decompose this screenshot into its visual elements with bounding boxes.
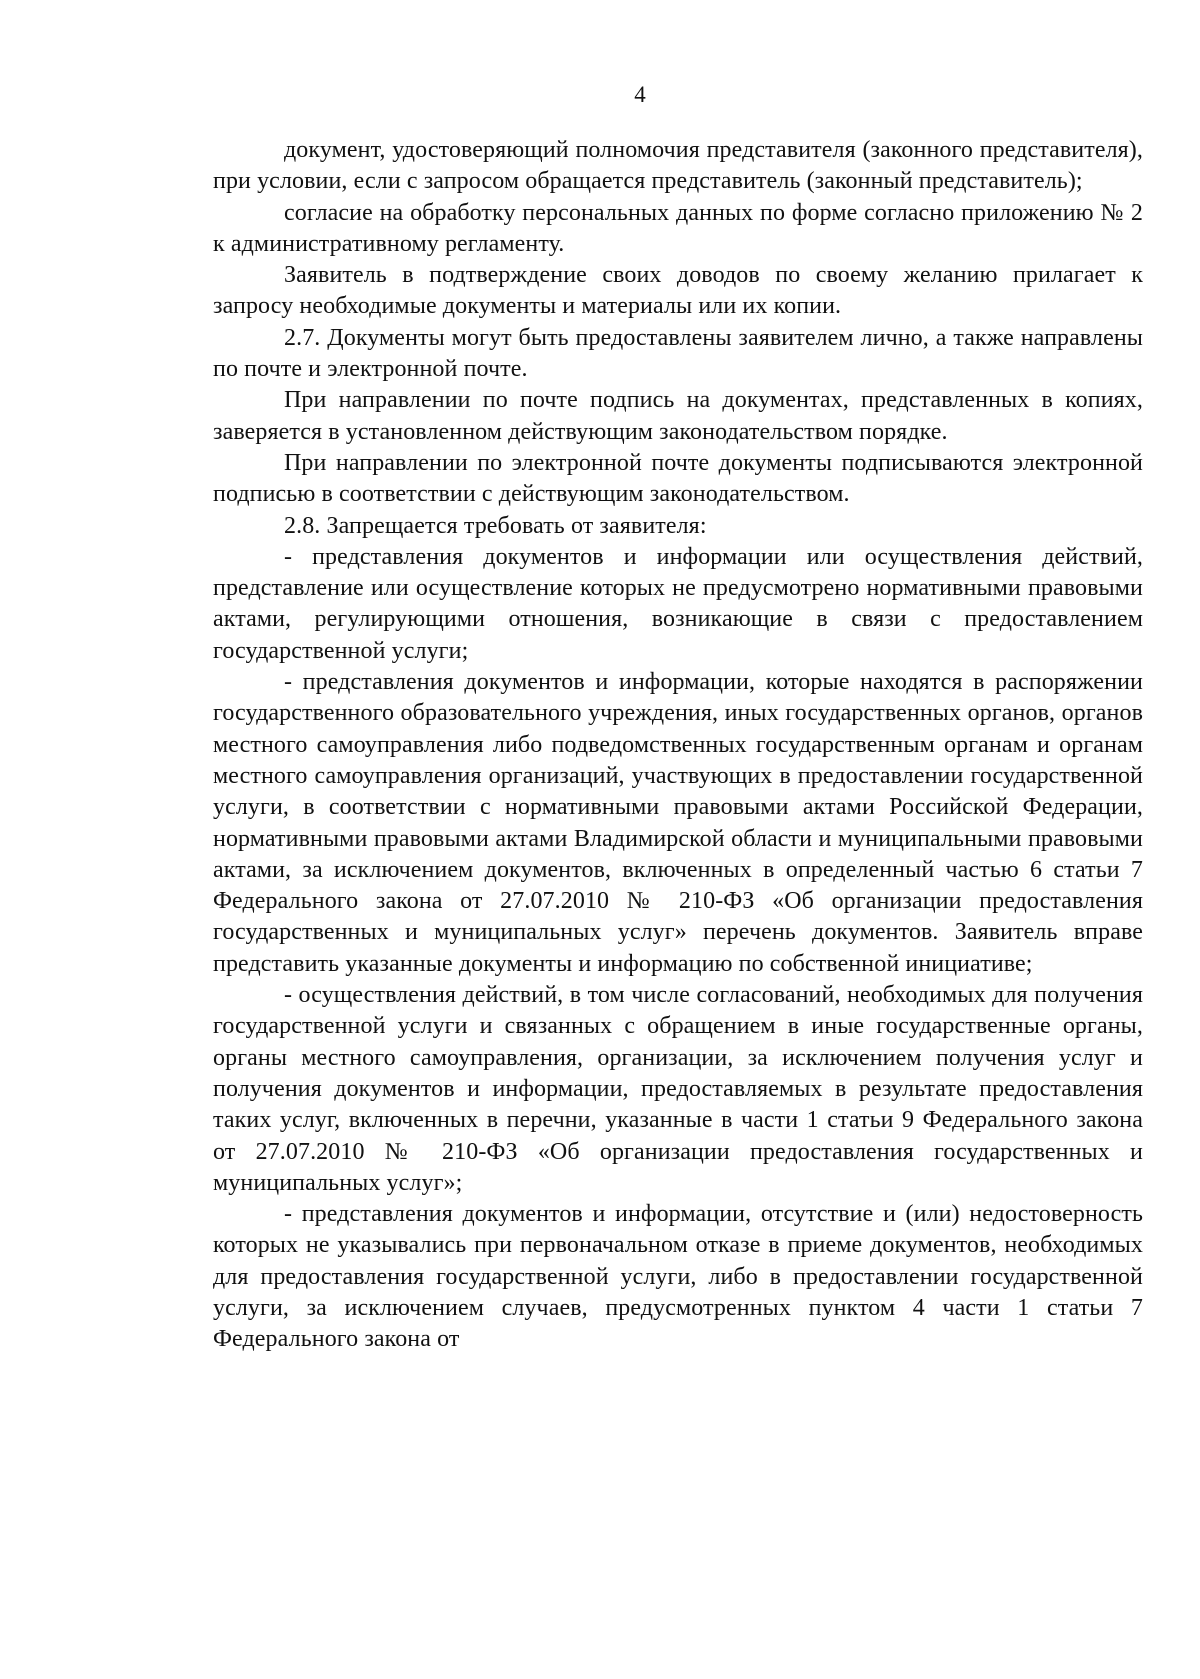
paragraph-representative-document: документ, удостоверяющий полномочия представителя (законного представителя), при условии, если с запросом обращается представитель (законный представитель); <box>213 137 1143 195</box>
list-item-prohibition-2: - представления документов и информации, которые находятся в распоряжении государственного образовательного учреждения, иных государственных органов, органов местного самоуправления либо подведомственных государственным органам и органам местного самоуправления организаций, участвующих в предоставлении государственной услуги, в соответствии с нормативными правовыми актами Российской Федерации, нормативными правовыми актами Владимирской области и муниципальными правовыми актами, за исключением документов, включенных в определенный частью 6 статьи 7 Федерального закона от 27.07.2010 № 210-ФЗ «Об организации предоставления государственных и муниципальных услуг» перечень документов. Заявитель вправе представить указанные документы и информацию по собственной инициативе; <box>213 669 1143 977</box>
paragraph-applicant-attachments: Заявитель в подтверждение своих доводов по своему желанию прилагает к запросу необходимые документы и материалы или их копии. <box>213 262 1143 320</box>
document-body <box>213 135 1143 1356</box>
paragraph-section-2-8: 2.8. Запрещается требовать от заявителя: <box>284 512 707 539</box>
paragraph-postal-signature: При направлении по почте подпись на документах, представленных в копиях, заверяется в установленном действующим законодательством порядке. <box>213 387 1143 445</box>
list-item-prohibition-3: - осуществления действий, в том числе согласований, необходимых для получения государственной услуги и связанных с обращением в иные государственные органы, органы местного самоуправления, организации, за исключением получения услуг и получения документов и информации, предоставляемых в результате предоставления таких услуг, включенных в перечни, указанные в части 1 статьи 9 Федерального закона от 27.07.2010 № 210-ФЗ «Об организации предоставления государственных и муниципальных услуг»; <box>213 982 1143 1196</box>
page-number: 4 <box>634 82 646 107</box>
paragraph-personal-data-consent: согласие на обработку персональных данных по форме согласно приложению № 2 к административному регламенту. <box>213 199 1143 257</box>
list-item-prohibition-4: - представления документов и информации, отсутствие и (или) недостоверность которых не указывались при первоначальном отказе в приеме документов, необходимых для предоставления государственной услуги, либо в предоставлении государственной услуги, за исключением случаев, предусмотренных пунктом 4 части 1 статьи 7 Федерального закона от <box>213 1201 1143 1353</box>
paragraph-section-2-7: 2.7. Документы могут быть предоставлены заявителем лично, а также направлены по почте и электронной почте. <box>213 324 1143 383</box>
paragraph-electronic-signature: При направлении по электронной почте документы подписываются электронной подписью в соответствии с действующим законодательством. <box>213 449 1143 508</box>
list-item-prohibition-1: - представления документов и информации или осуществления действий, представление или осуществление которых не предусмотрено нормативными правовыми актами, регулирующими отношения, возникающие в связи с предоставлением государственной услуги; <box>213 543 1143 664</box>
